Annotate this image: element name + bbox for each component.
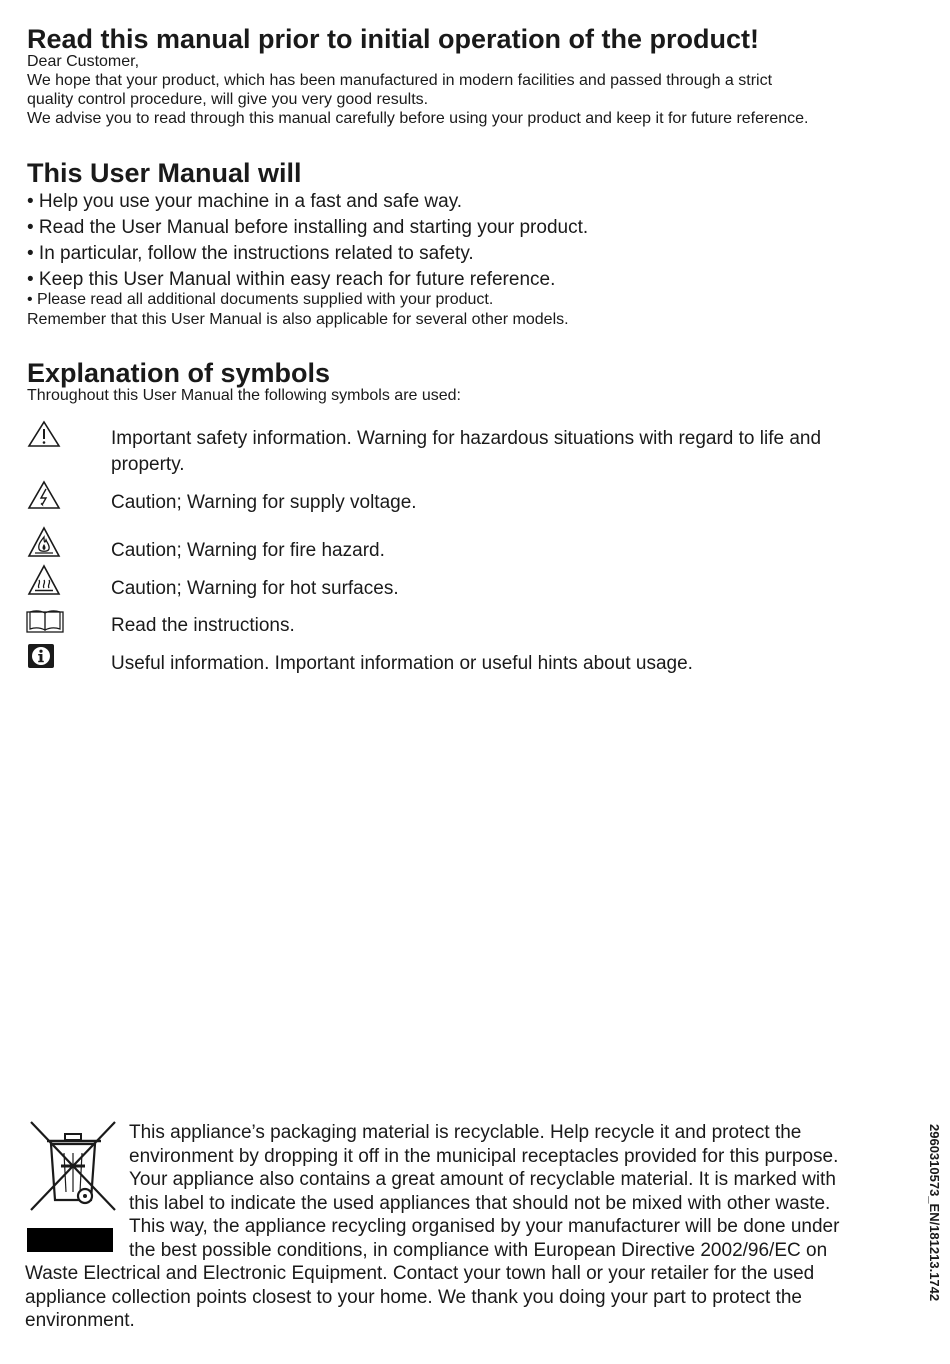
symbol-description: Important safety information. Warning for hazardous situations with regard to life and property.	[111, 428, 822, 475]
symbol-description: Caution; Warning for fire hazard.	[111, 540, 385, 561]
symbol-description: Caution; Warning for supply voltage.	[111, 492, 417, 513]
crossed-bin-icon	[27, 1120, 119, 1254]
recycle-line: This way, the appliance recycling organised by your manufacturer will be done under	[129, 1216, 840, 1237]
symbol-description: Useful information. Important information or useful hints about usage.	[111, 653, 693, 674]
recycle-line: This appliance’s packaging material is recyclable. Help recycle it and protect the	[129, 1122, 802, 1143]
warning-triangle-icon	[27, 420, 61, 448]
info-icon	[27, 643, 55, 669]
voltage-warning-icon	[27, 480, 61, 510]
intro-line: Dear Customer,	[27, 53, 140, 70]
book-icon	[26, 608, 64, 634]
manual-bullet: • Keep this User Manual within easy reach for future reference.	[27, 269, 556, 290]
manual-bullet: • In particular, follow the instructions related to safety.	[27, 243, 474, 264]
recycle-line: Your appliance also contains a great amount of recyclable material. It is marked with	[129, 1169, 836, 1190]
hot-surface-icon	[27, 564, 61, 596]
intro-line: quality control procedure, will give you very good results.	[27, 91, 429, 108]
recycle-line: this label to indicate the used appliances that should not be mixed with other waste.	[129, 1192, 831, 1214]
recycle-line: environment.	[25, 1310, 135, 1331]
recycle-line: the best possible conditions, in compliance with European Directive 2002/96/EC on	[129, 1239, 828, 1261]
symbols-subtitle: Throughout this User Manual the following symbols are used:	[27, 387, 461, 404]
intro-line: We hope that your product, which has been manufactured in modern facilities and passed through a strict	[27, 72, 773, 89]
document-code: 2960310573_EN/181213.1742	[927, 1124, 942, 1302]
symbols-section-title: Explanation of symbols	[27, 358, 331, 388]
intro-line: We advise you to read through this manual carefully before using your product and keep it for future reference.	[27, 110, 809, 127]
fire-hazard-icon	[27, 526, 61, 558]
symbol-description: Caution; Warning for hot surfaces.	[111, 578, 399, 599]
manual-bullet: • Help you use your machine in a fast and safe way.	[27, 191, 463, 212]
manual-note: Remember that this User Manual is also applicable for several other models.	[27, 311, 569, 328]
recycle-line: Waste Electrical and Electronic Equipment. Contact your town hall or your retailer for the used	[25, 1263, 815, 1284]
page-title: Read this manual prior to initial operation of the product!	[27, 24, 760, 54]
manual-section-title: This User Manual will	[27, 158, 302, 188]
manual-bullet: • Read the User Manual before installing and starting your product.	[27, 217, 589, 238]
recycle-line: environment by dropping it off in the municipal receptacles provided for this purpose.	[129, 1145, 839, 1167]
recycle-line: appliance collection points closest to your home. We thank you doing your part to protect the	[25, 1286, 802, 1308]
manual-small-bullet: • Please read all additional documents supplied with your product.	[27, 291, 494, 308]
symbol-description: Read the instructions.	[111, 615, 295, 636]
